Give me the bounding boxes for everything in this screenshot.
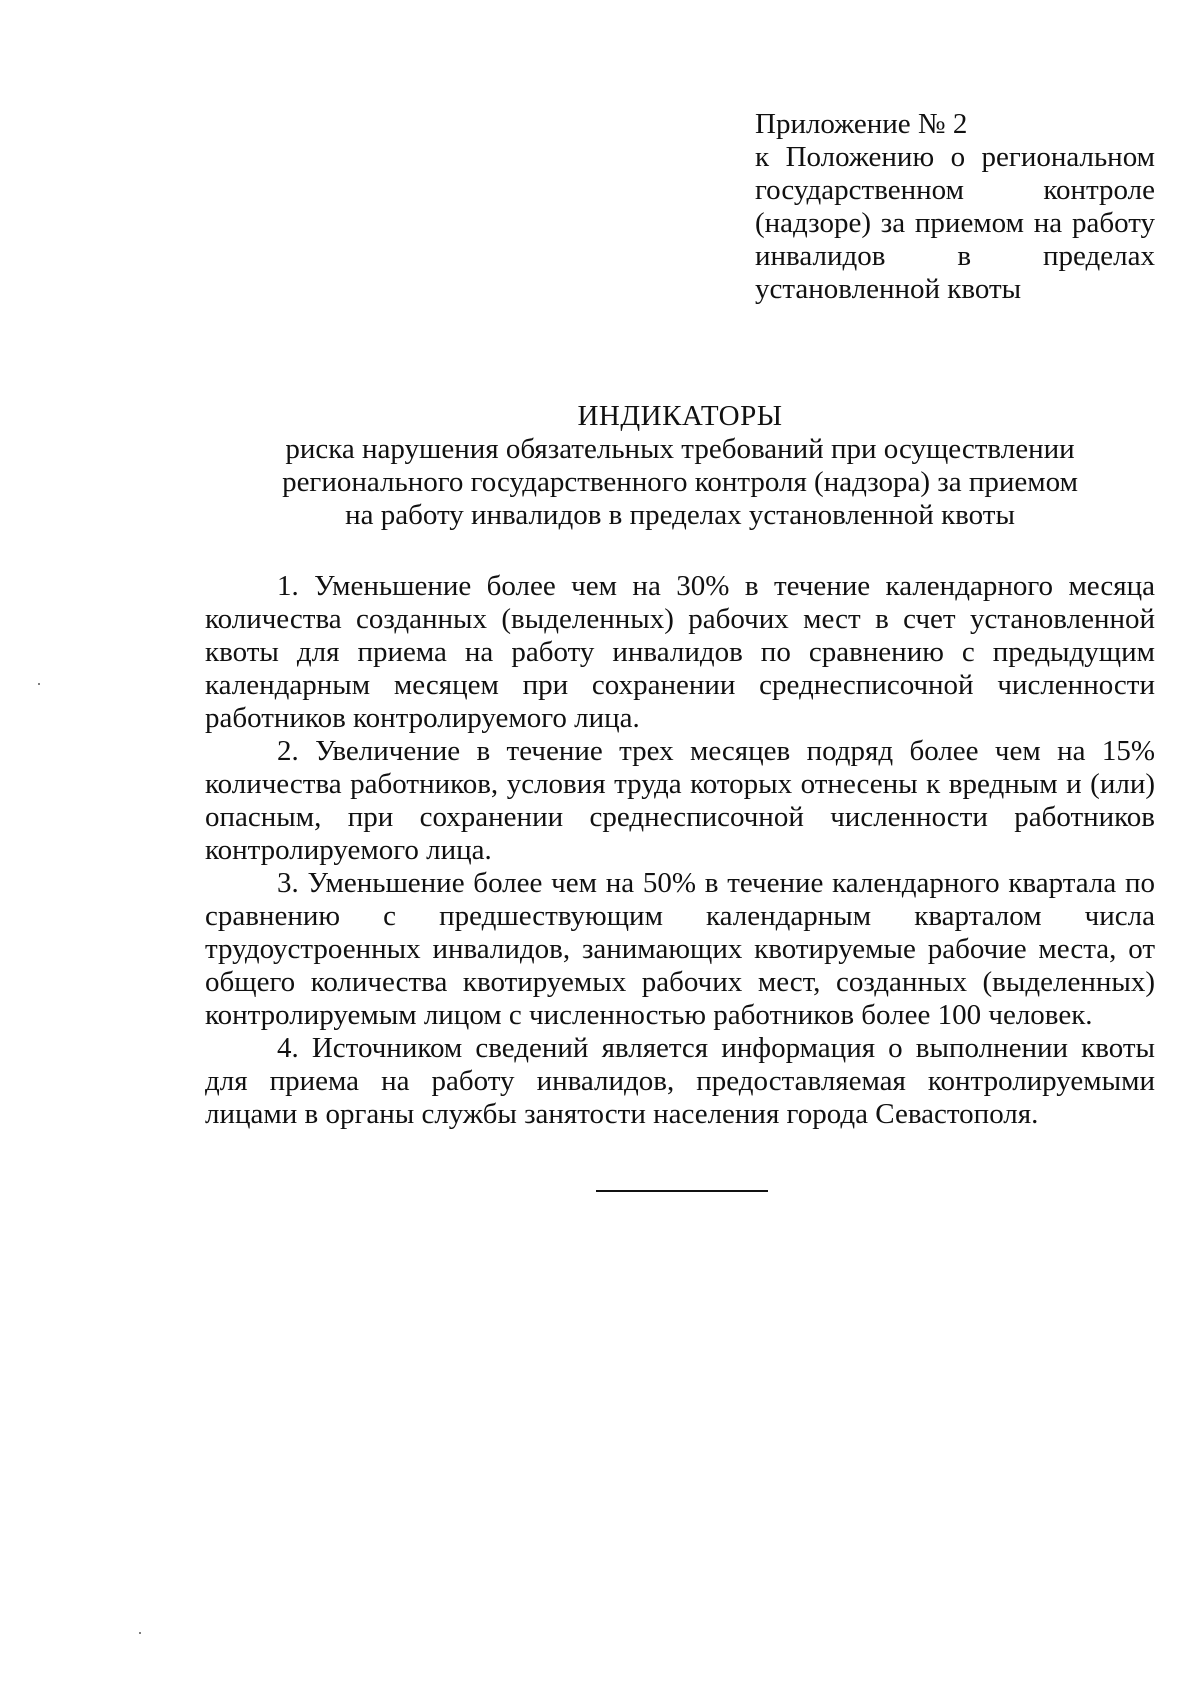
- scan-speck: [139, 1632, 141, 1634]
- document-title: ИНДИКАТОРЫ: [577, 400, 783, 432]
- indicator-paragraph: 1. Уменьшение более чем на 30% в течение календарного месяца количества созданных (выделенных) рабочих мест в счет установленной квоты для приема на работу инвалидов по сравнению с предыдущим календарным месяцем при сохранении среднесписочной численности работников контролируемого лица.: [205, 570, 1155, 734]
- appendix-line: Приложение № 2: [755, 108, 968, 140]
- appendix-reference: [755, 108, 1155, 306]
- indicator-paragraph: 3. Уменьшение более чем на 50% в течение календарного квартала по сравнению с предшествующим календарным кварталом числа трудоустроенных инвалидов, занимающих квотируемые рабочие места, от общего количества квотируемых рабочих мест, созданных (выделенных) контролируемым лицом с численностью работников более 100 человек.: [205, 867, 1155, 1031]
- appendix-line: установленной квоты: [755, 273, 1022, 305]
- source-paragraph: 4. Источником сведений является информация о выполнении квоты для приема на работу инвалидов, предоставляемая контролируемыми лицами в органы службы занятости населения города Севастополя.: [205, 1032, 1155, 1130]
- indicator-paragraph: 2. Увеличение в течение трех месяцев подряд более чем на 15% количества работников, условия труда которых отнесены к вредным и (или) опасным, при сохранении среднесписочной численности работников контролируемого лица.: [205, 735, 1155, 866]
- appendix-line: (надзоре) за приемом на работу: [755, 207, 1155, 239]
- document-subtitle-line: регионального государственного контроля (надзора) за приемом: [282, 466, 1078, 498]
- scan-speck: [38, 683, 40, 685]
- document-subtitle-line: на работу инвалидов в пределах установленной квоты: [345, 499, 1015, 531]
- document-subtitle-line: риска нарушения обязательных требований при осуществлении: [285, 433, 1075, 465]
- document-body: [205, 570, 1155, 1131]
- appendix-line: инвалидов в пределах: [755, 240, 1155, 272]
- appendix-line: государственном контроле: [755, 174, 1155, 206]
- document-heading: [205, 400, 1155, 532]
- end-divider-line: [596, 1190, 768, 1192]
- appendix-line: к Положению о региональном: [755, 141, 1155, 173]
